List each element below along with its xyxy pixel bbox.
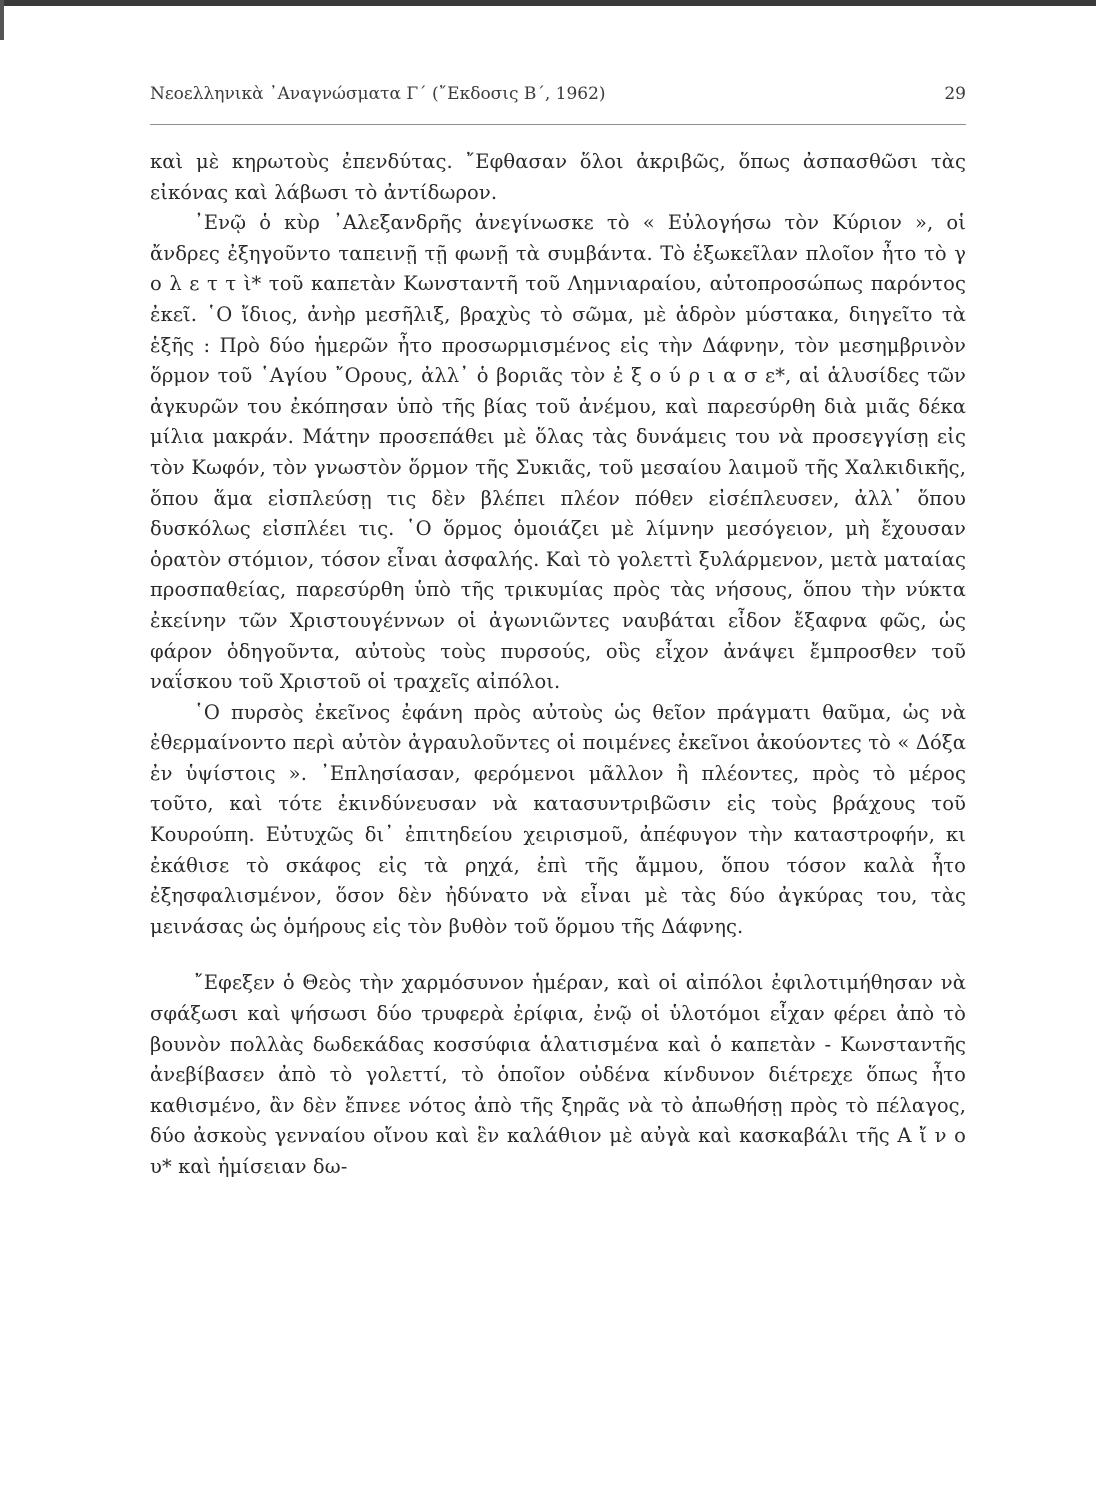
book-title: Νεοελληνικὰ ᾿Αναγνώσματα Γ΄ (῎Εκδοσις Β΄, 1962) [150,84,606,104]
paragraph-shipwreck-story: ᾿Ενῷ ὁ κὺρ ᾿Αλεξανδρῆς ἀνεγίνωσκε τὸ « Εὐλογήσω τὸν Κύριον », οἱ ἄνδρες ἐξηγοῦντο ταπεινῇ τῇ φωνῇ τὰ συμβάντα. Τὸ ἐξωκεῖλαν πλοῖον ἦτο τὸ γ ο λ ε τ τ ὶ* τοῦ καπετὰν Κωνσταντῆ τοῦ Λημνιαραίου, αὐτοπροσώπως παρόντος ἐκεῖ. ῾Ο ἴδιος, ἀνὴρ μεσῆλιξ, βραχὺς τὸ σῶμα, μὲ ἁδρὸν μύστακα, διηγεῖτο τὰ ἑξῆς : Πρὸ δύο ἡμερῶν ἦτο προσωρμισμένος εἰς τὴν Δάφνην, τὸν μεσημβρινὸν ὅρμον τοῦ ῾Αγίου ῎Ορους, ἀλλ᾿ ὁ βοριᾶς τὸν ἐ ξ ο ύ ρ ι α σ ε*, αἱ ἁλυσίδες τῶν ἀγκυρῶν του ἐκόπησαν ὑπὸ τῆς βίας τοῦ ἀνέμου, καὶ παρεσύρθη διὰ μιᾶς δέκα μίλια μακράν. Μάτην προσεπάθει μὲ ὅλας τὰς δυνάμεις του νὰ προσεγγίσῃ εἰς τὸν Κωφόν, τὸν γνωστὸν ὅρμον τῆς Συκιᾶς, τοῦ μεσαίου λαιμοῦ τῆς Χαλκιδικῆς, ὅπου ἅμα εἰσπλεύσῃ τις δὲν βλέπει πλέον πόθεν εἰσέπλευσεν, ἀλλ᾿ ὅπου δυσκόλως εἰσπλέει τις. ῾Ο ὅρμος ὁμοιάζει μὲ λίμνην μεσόγειον, μὴ ἔχουσαν ὁρατὸν στόμιον, τόσον εἶναι ἀσφαλής. Καὶ τὸ γολεττὶ ξυλάρμενον, μετὰ ματαίας προσπαθείας, παρεσύρθη ὑπὸ τῆς τρικυμίας πρὸς τὰς νήσους, ὅπου τὴν νύκτα ἐκείνην τῶν Χριστουγέννων οἱ ἀγωνιῶντες ναυβάται εἶδον ἔξαφνα φῶς, ὡς φάρον ὁδηγοῦντα, αὐτοὺς τοὺς πυρσούς, οὓς εἶχον ἀνάψει ἔμπροσθεν τοῦ ναΐσκου τοῦ Χριστοῦ οἱ τραχεῖς αἰπόλοι. [150,211,966,694]
book-page [150,84,966,1183]
running-head [150,84,966,118]
body-text [150,147,966,1183]
header-rule [150,124,966,125]
paragraph-torch: ῾Ο πυρσὸς ἐκεῖνος ἐφάνη πρὸς αὐτοὺς ὡς θεῖον πράγματι θαῦμα, ὡς νὰ ἐθερμαίνοντο περὶ αὐτὸν ἀγραυλοῦντες οἱ ποιμένες ἐκεῖνοι ἀκούοντες τὸ « Δόξα ἐν ὑψίστοις ». ᾿Επλησίασαν, φερόμενοι μᾶλλον ἢ πλέοντες, πρὸς τὸ μέρος τοῦτο, καὶ τότε ἐκινδύνευσαν νὰ κατασυντριβῶσιν εἰς τοὺς βράχους τοῦ Κουρούπη. Εὐτυχῶς δι᾿ ἐπιτηδείου χειρισμοῦ, ἀπέφυγον τὴν καταστροφήν, κι ἐκάθισε τὸ σκάφος εἰς τὰ ρηχά, ἐπὶ τῆς ἄμμου, ὅπου τόσον καλὰ ἦτο ἐξησφαλισμένον, ὅσον δὲν ἠδύνατο νὰ εἶναι μὲ τὰς δύο ἀγκύρας του, τὰς μεινάσας ὡς ὁμήρους εἰς τὸν βυθὸν τοῦ ὅρμου τῆς Δάφνης. [150,700,966,938]
paragraph-continuation: καὶ μὲ κηρωτοὺς ἐπενδύτας. ῎Εφθασαν ὅλοι ἀκριβῶς, ὅπως ἀσπασθῶσι τὰς εἰκόνας καὶ λάβωσι τὸ ἀντίδωρον. [150,150,966,204]
page-number: 29 [944,84,966,104]
scan-edge-left [0,0,4,40]
scan-edge-top [0,0,1096,6]
paragraph-feast: ῎Εφεξεν ὁ Θεὸς τὴν χαρμόσυνον ἡμέραν, καὶ οἱ αἰπόλοι ἐφιλοτιμήθησαν νὰ σφάξωσι καὶ ψήσωσι δύο τρυφερὰ ἐρίφια, ἐνῷ οἱ ὑλοτόμοι εἶχαν φέρει ἀπὸ τὸ βουνὸν πολλὰς δωδεκάδας κοσσύφια ἁλατισμένα καὶ ὁ καπετὰν - Κωνσταντῆς ἀνεβίβασεν ἀπὸ τὸ γολεττί, τὸ ὁποῖον οὐδένα κίνδυνον διέτρεχε ὅπως ἦτο καθισμένο, ἂν δὲν ἔπνεε νότος ἀπὸ τῆς ξηρᾶς νὰ τὸ ἀπωθήσῃ πρὸς τὸ πέλαγος, δύο ἀσκοὺς γενναίου οἴνου καὶ ἓν καλάθιον μὲ αὐγὰ καὶ κασκαβάλι τῆς Α ἴ ν ο υ* καὶ ἡμίσειαν δω- [150,971,966,1178]
